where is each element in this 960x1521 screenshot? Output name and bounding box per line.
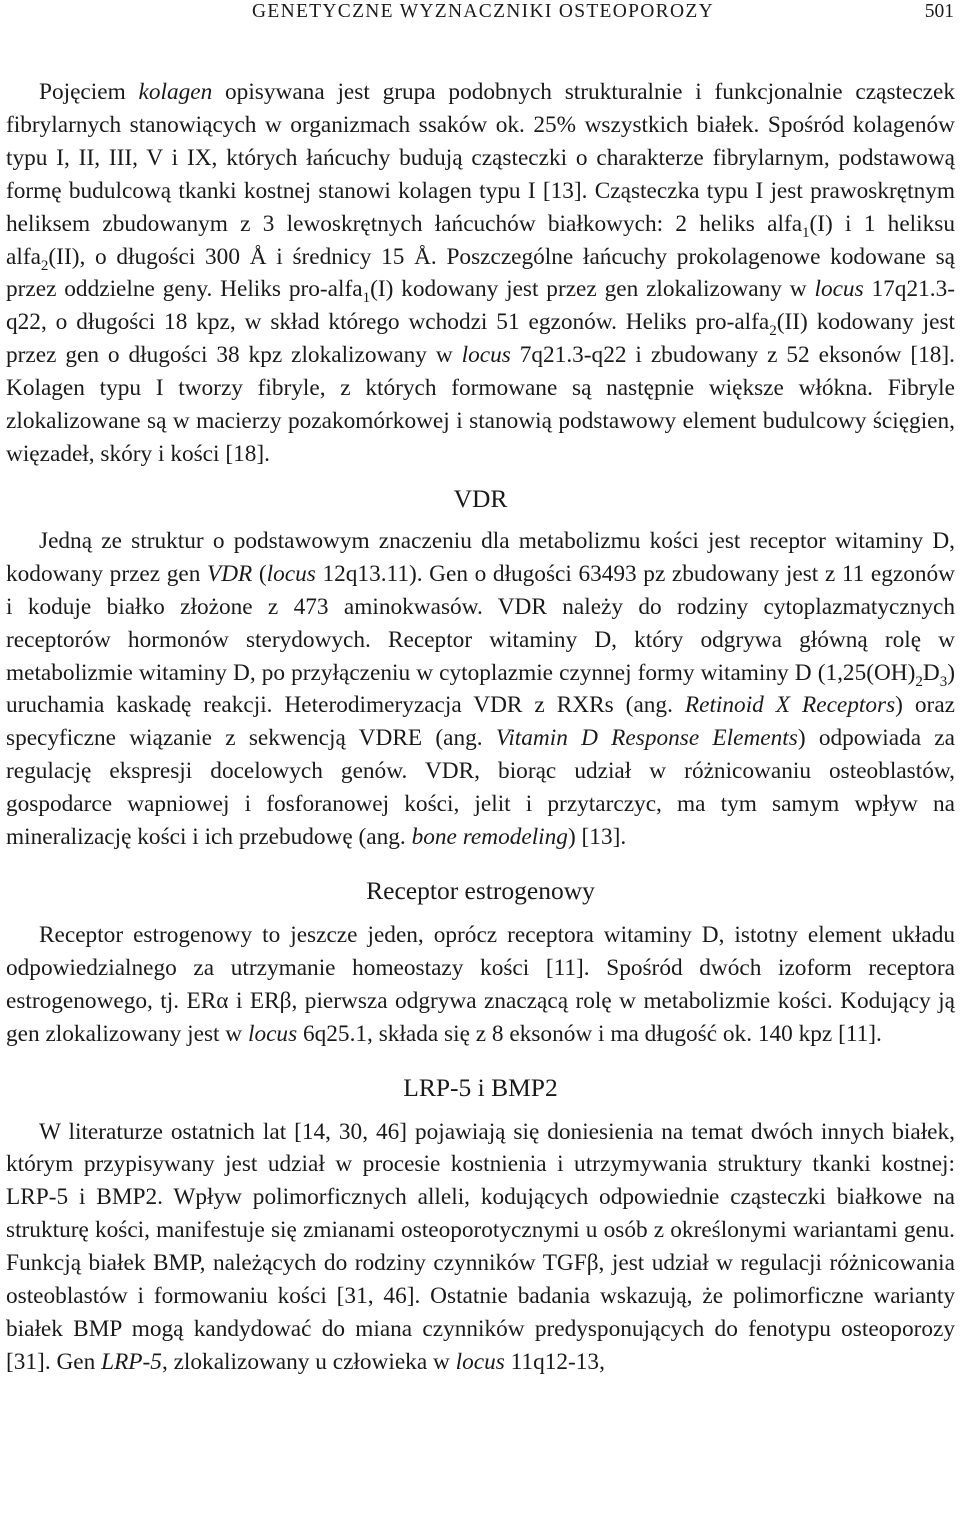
text-run: 17q21.3-q22, o długości 18 kpz, w skład którego wchodzi 51 egzonów. Heliks pro-alfa <box>6 276 955 336</box>
text-run: ) odpowiada za regulację ekspresji docelowych genów. VDR, biorąc udział w różnicowaniu osteoblastów, gospodarce wapniowej i fosforanowej kości, jelit i przytarczyc, ma tym samym wpływ na mineralizację kości i ich przebudowę (ang. <box>6 725 955 851</box>
text-run: Jedną ze struktur o podstawowym znaczeniu dla metabolizmu kości jest receptor witaminy D, kodowany przez gen <box>6 527 955 587</box>
section-heading-lrp5-bmp2: LRP-5 i BMP2 <box>403 1072 558 1102</box>
text-run: opisywana jest grupa podobnych strukturalnie i funkcjonalnie cząsteczek fibrylarnych stanowiących w organizmach ssaków ok. 25% wszystkich białek. Spośród kolagenów typu I, II, III, V i IX, których łańcuchy budują cząsteczki o charakterze fibrylarnym, podstawową formę budulcową tkanki kostnej stanowi kolagen typu I [13]. Cząsteczka typu I jest prawoskrętnym heliksem zbudowanym z 3 lewoskrętnych łańcuchów białkowych: 2 heliks alfa <box>6 79 955 237</box>
text-run: ) oraz specyficzne wiązanie z sekwencją VDRE (ang. <box>6 692 955 752</box>
text-run: (II), o długości 300 Å i średnicy 15 Å. Poszczególne łańcuchy prokolagenowe kodowane są przez oddzielne geny. Heliks pro-alfa <box>6 243 955 303</box>
text-run: D <box>922 659 940 686</box>
italic-term: Vitamin D Response Elements <box>495 725 798 752</box>
section-heading-estrogen-receptor: Receptor estrogenowy <box>366 875 595 905</box>
text-run: (II) kodowany jest przez gen o długości 38 kpz zlokalizowany w <box>6 309 956 369</box>
text-run: ) uruchamia kaskadę reakcji. Heterodimeryzacja VDR z RXRs (ang. <box>6 659 955 719</box>
text-run: 12q13.11). Gen o długości 63493 pz zbudowany jest z 11 egzonów i koduje białko złożone z 473 aminokwasów. VDR należy do rodziny cytoplazmatycznych receptorów hormonów sterydowych. Receptor witaminy D, który odgrywa główną rolę w metabolizmie witaminy D, po przyłączeniu w cytoplazmie czynnej formy witaminy D (1,25(OH) <box>6 560 956 686</box>
subscript: 2 <box>40 257 49 274</box>
running-header <box>0 0 960 26</box>
text-run: 11q12-13, <box>504 1348 605 1375</box>
subscript: 2 <box>769 323 777 340</box>
italic-term: locus <box>814 276 864 303</box>
text-run: ( <box>252 560 267 587</box>
text-run: (I) kodowany jest przez gen zlokalizowany w <box>370 276 815 303</box>
italic-term: Retinoid X Receptors <box>684 692 896 719</box>
subscript: 3 <box>939 673 948 690</box>
italic-term: locus <box>455 1348 505 1375</box>
subscript: 1 <box>362 290 371 307</box>
italic-term: VDR <box>206 560 253 587</box>
text-run: W literaturze ostatnich lat [14, 30, 46] pojawiają się doniesienia na temat dwóch innych białek, którym przypisywany jest udział w procesie kostnienia i utrzymywania struktury tkanki kostnej: LRP-5 i BMP2. Wpływ polimorficznych alleli, kodujących odpowiednie cząsteczki białkowe na strukturę kości, manifestuje się zmianami osteoporotycznymi u osób z określonymi wariantami genu. Funkcją białek BMP, należących do rodziny czynników TGFβ, jest udział w regulacji różnicowania osteoblastów i formowaniu kości [31, 46]. Ostatnie badania wskazują, że polimorficzne warianty białek BMP mogą kandydować do miana czynników predysponujących do fenotypu osteoporozy [31]. Gen <box>6 1118 955 1375</box>
paragraph-collagen <box>6 76 955 471</box>
subscript: 1 <box>802 224 810 241</box>
text-run: Receptor estrogenowy to jeszcze jeden, oprócz receptora witaminy D, istotny element układu odpowiedzialnego za utrzymanie homeostazy kości [11]. Spośród dwóch izoform receptora estrogenowego, tj. ERα i ERβ, pierwsza odgrywa znaczącą rolę w metabolizmie kości. Kodujący ją gen zlokalizowany jest w <box>6 921 955 1047</box>
paragraph-vdr <box>6 525 955 854</box>
italic-term: kolagen <box>138 79 213 105</box>
italic-term: locus <box>247 1020 298 1047</box>
page-number: 501 <box>924 1 954 22</box>
italic-term: locus <box>266 560 316 587</box>
text-run: Pojęciem <box>39 79 139 105</box>
text-run: 7q21.3-q22 i zbudowany z 52 eksonów [18]. Kolagen typu I tworzy fibryle, z których formowane są następnie większe włókna. Fibryle zlokalizowane są w macierzy pozakomórkowej i stanowią podstawowy element budulcowy ścięgien, więzadeł, skóry i kości [18]. <box>6 342 955 467</box>
section-heading-vdr: VDR <box>453 483 508 513</box>
text-run: ) [13]. <box>567 824 627 851</box>
italic-term: locus <box>461 342 511 369</box>
text-run: (I) i 1 heliksu alfa <box>6 210 955 270</box>
subscript: 2 <box>915 673 923 690</box>
italic-term: bone remodeling <box>411 824 568 851</box>
italic-term: LRP-5 <box>101 1348 162 1375</box>
paragraph-estrogen-receptor <box>6 919 955 1051</box>
running-title: GENETYCZNE WYZNACZNIKI OSTEOPOROZY <box>252 1 714 22</box>
article-body <box>6 76 955 1379</box>
paragraph-lrp5-bmp2 <box>6 1116 955 1379</box>
text-run: 6q25.1, składa się z 8 eksonów i ma długość ok. 140 kpz [11]. <box>297 1020 882 1047</box>
text-run: , zlokalizowany u człowieka w <box>161 1348 456 1375</box>
